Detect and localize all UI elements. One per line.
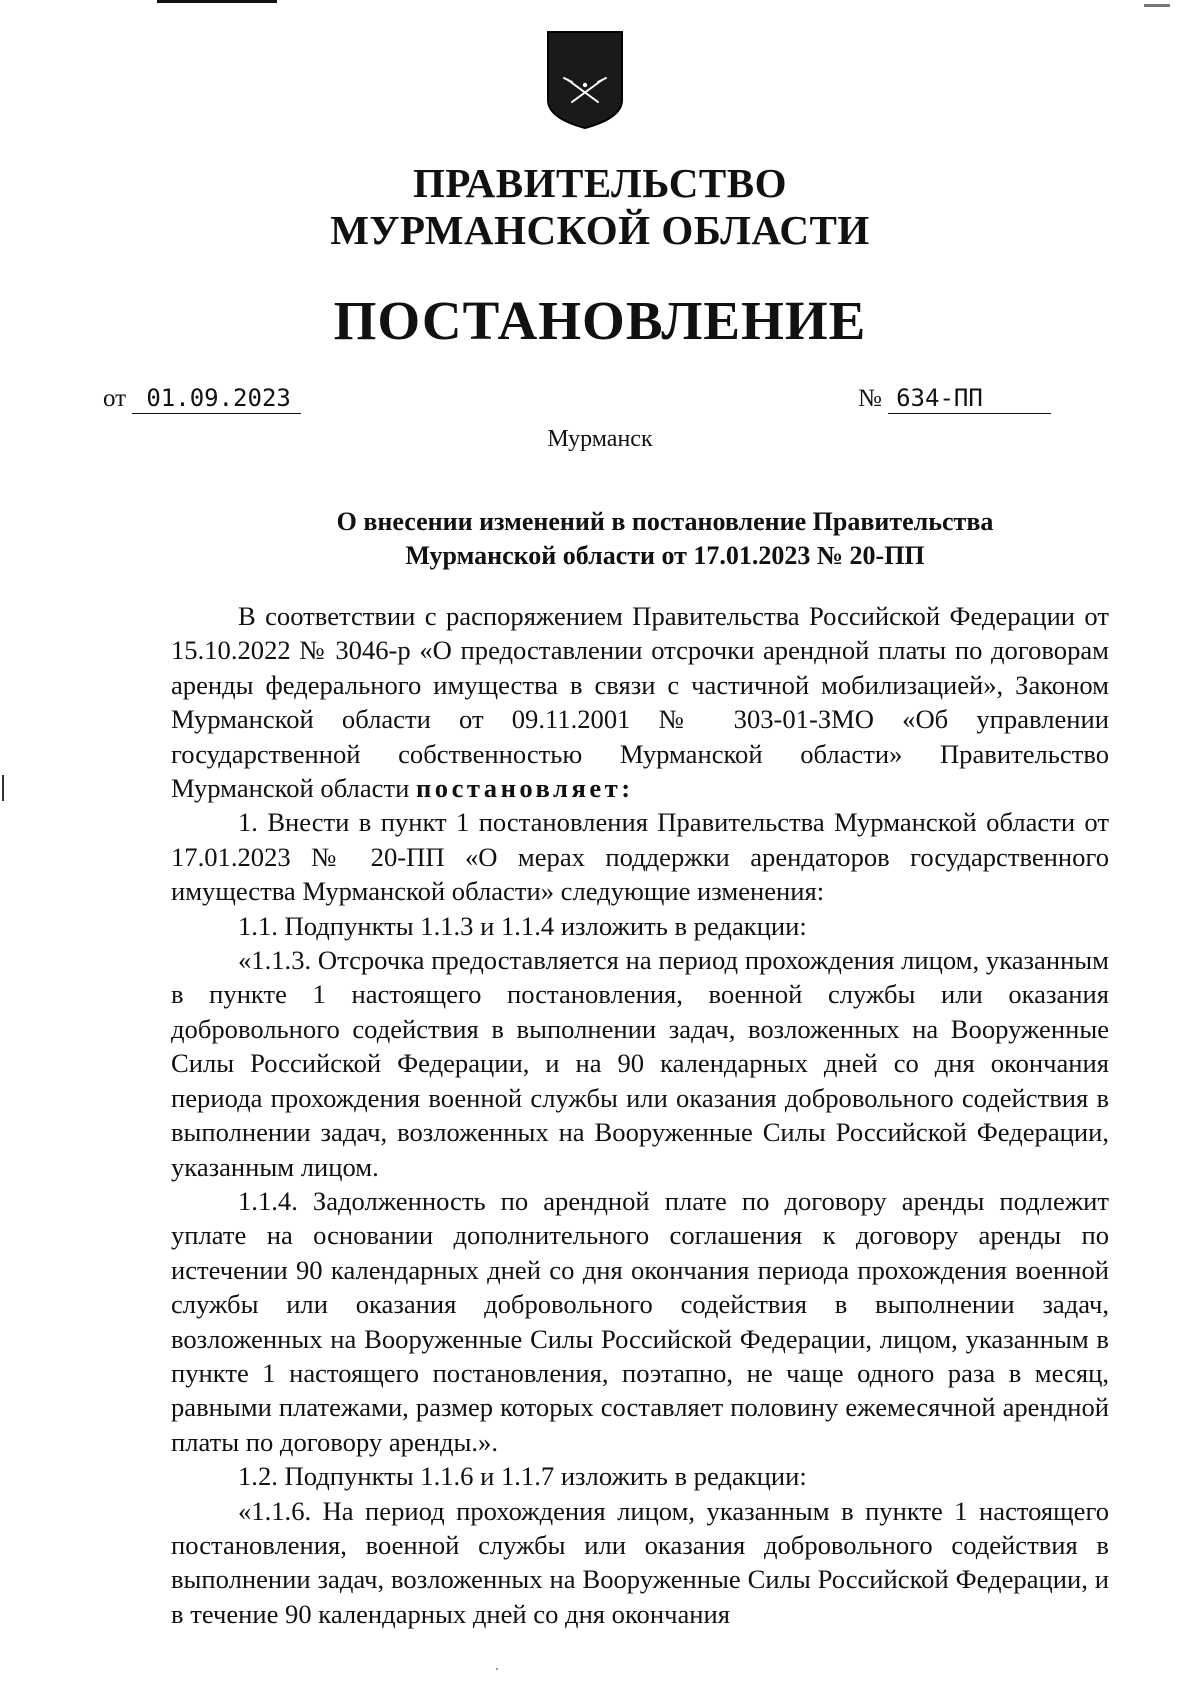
paragraph-item-1-1-3: «1.1.3. Отсрочка предоставляется на период прохождения лицом, указанным в пункте 1 настоящего постановления, военной службы или оказания добровольного содействия в выполнении задач, возложенных на Вооруженные Силы Российской Федерации, и на 90 календарных дней со дня окончания периода прохождения военной службы или оказания добровольного содействия в выполнении задач, возложенных на Вооруженные Силы Российской Федерации, указанным лицом. [171, 945, 1109, 1182]
paragraph-item-1-1-6: «1.1.6. На период прохождения лицом, указанным в пункте 1 настоящего постановления, военной службы или оказания добровольного содействия в выполнении задач, возложенных на Вооруженные Силы Российской Федерации, и в течение 90 календарных дней со дня окончания [171, 1495, 1109, 1629]
document-number: 634-ПП [888, 383, 1051, 414]
paragraph-item-1-1-4: 1.1.4. Задолженность по арендной плате по договору аренды подлежит уплате на основании дополнительного соглашения к договору аренды по истечении 90 календарных дней со дня окончания периода прохождения военной службы или оказания добровольного содействия в выполнении задач, возложенных на Вооруженные Силы Российской Федерации, лицом, указанным в пункте 1 настоящего постановления, поэтапно, не чаще одного раза в месяц, равными платежами, размер которых составляет половину ежемесячной арендной платы по договору аренды.». [171, 1185, 1109, 1457]
city-name: Мурманск [547, 426, 653, 452]
date-row [103, 383, 301, 414]
scan-dot [496, 1668, 498, 1670]
number-prefix: № [858, 385, 882, 412]
government-title-line2: МУРМАНСКОЙ ОБЛАСТИ [330, 207, 870, 253]
corner-scan-mark [1144, 4, 1170, 7]
document-type-title: ПОСТАНОВЛЕНИЕ [333, 290, 867, 351]
left-scan-mark [2, 775, 4, 801]
date-prefix: от [103, 385, 127, 412]
subject-line2: Мурманской области от 17.01.2023 № 20-ПП [405, 541, 925, 570]
murmansk-coat-of-arms-icon [546, 30, 624, 130]
paragraph-item-1-2: 1.2. Подпункты 1.1.6 и 1.1.7 изложить в редакции: [238, 1461, 807, 1492]
decree-word: постановляет: [415, 773, 634, 804]
paragraph-item-1: 1. Внести в пункт 1 постановления Правительства Мурманской области от 17.01.2023 № 20-ПП «О мерах поддержки арендаторов государственного имущества Мурманской области» следующие изменения: [171, 807, 1109, 907]
document-subject [290, 505, 1040, 573]
subject-line1: О внесении изменений в постановление Правительства [336, 507, 994, 536]
preamble-text: В соответствии с распоряжением Правительства Российской Федерации от 15.10.2022 № 3046-р «О предоставлении отсрочки арендной платы по договорам аренды федерального имущества в связи с частичной мобилизацией», Законом Мурманской области от 09.11.2001 № 303-01-ЗМО «Об управлении государственной собственностью Мурманской области» Правительство Мурманской области [171, 601, 1109, 804]
document-date: 01.09.2023 [132, 383, 301, 414]
government-title-line1: ПРАВИТЕЛЬСТВО [412, 160, 788, 206]
document-body [171, 599, 1109, 1631]
preamble-paragraph [171, 599, 1109, 805]
top-edge-line [157, 0, 277, 3]
paragraph-item-1-1: 1.1. Подпункты 1.1.3 и 1.1.4 изложить в редакции: [238, 910, 807, 941]
number-row [858, 383, 1051, 414]
